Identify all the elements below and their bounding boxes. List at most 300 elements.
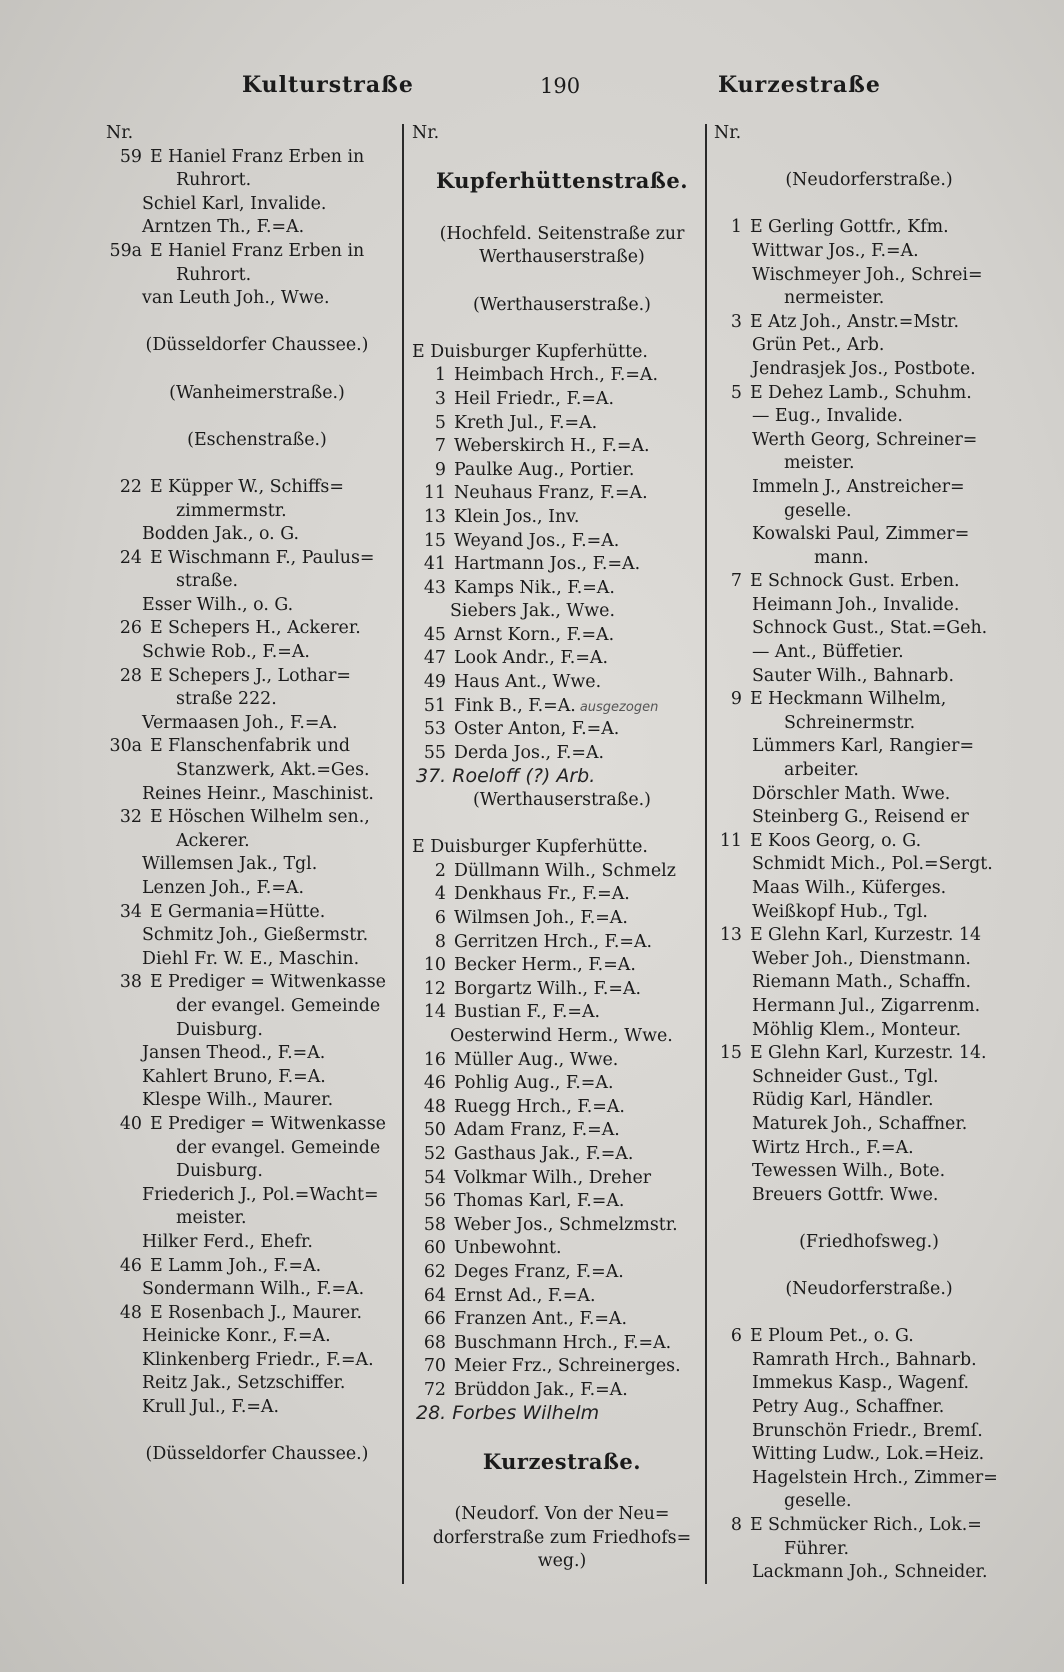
spacer	[714, 146, 1024, 170]
resident-entry	[714, 806, 1024, 830]
street-note	[714, 1231, 1024, 1255]
resident-text: Willemsen Jak., Tgl.	[142, 854, 318, 875]
continuation-text: Schreinermstr.	[784, 712, 916, 733]
street-note	[106, 334, 408, 358]
resident-entry	[714, 1137, 1024, 1161]
resident-text: Weber Joh., Dienstmann.	[752, 948, 971, 969]
entry-text: Wischmann F., Paulus=	[168, 547, 375, 568]
handwritten-text: 28. Forbes Wilhelm	[416, 1402, 600, 1425]
resident-text: Hermann Jul., Zigarrenm.	[752, 995, 981, 1016]
house-number: 40	[119, 1113, 142, 1134]
resident-entry	[714, 1089, 1024, 1113]
street-note-text: (Eschenstraße.)	[187, 429, 327, 450]
resident-entry	[714, 1113, 1024, 1137]
continuation-text: straße 222.	[176, 689, 277, 710]
entry-text: Fink B., F.=A.	[454, 695, 576, 716]
entry-text: Denkhaus Fr., F.=A.	[454, 884, 630, 905]
spacer	[412, 317, 712, 341]
resident-text: Reitz Jak., Setzschiffer.	[142, 1373, 346, 1394]
column-2	[412, 122, 712, 1574]
resident-text: Schnock Gust., Stat.=Geh.	[752, 618, 988, 639]
handwritten-addition	[412, 1402, 712, 1426]
house-number: 7	[730, 571, 742, 592]
resident-entry	[714, 1420, 1024, 1444]
house-number: 49	[423, 672, 446, 693]
street-note-text: (Düsseldorfer Chaussee.)	[145, 335, 369, 356]
owner-marker: E	[750, 1515, 763, 1536]
house-number: 10	[423, 955, 446, 976]
resident-text: — Eug., Invalide.	[752, 406, 903, 427]
house-entry	[714, 688, 1024, 712]
house-entry	[412, 1237, 712, 1261]
house-entry	[714, 1042, 1024, 1066]
resident-entry	[714, 240, 1024, 264]
resident-entry	[714, 1561, 1024, 1585]
house-number: 8	[730, 1515, 742, 1536]
resident-text: Rüdig Karl, Händler.	[752, 1090, 934, 1111]
street-heading-text: Kupferhüttenstraße.	[435, 169, 689, 194]
house-entry	[412, 1072, 712, 1096]
resident-text: Breuers Gottfr. Wwe.	[752, 1184, 939, 1205]
house-entry	[714, 216, 1024, 240]
house-entry	[412, 1119, 712, 1143]
house-number: 34	[119, 901, 142, 922]
resident-text: Klinkenberg Friedr., F.=A.	[142, 1349, 374, 1370]
spacer	[714, 1255, 1024, 1279]
house-number: 15	[719, 1043, 742, 1064]
handwritten-note: ausgezogen	[579, 699, 659, 715]
house-entry	[412, 412, 712, 436]
resident-entry	[714, 264, 1024, 288]
column-3	[714, 122, 1024, 1585]
house-number: 11	[423, 483, 446, 504]
owner-marker: E	[750, 217, 763, 238]
spacer	[714, 1302, 1024, 1326]
entry-text: Heil Friedr., F.=A.	[454, 388, 615, 409]
resident-entry	[106, 1325, 408, 1349]
resident-entry	[714, 358, 1024, 382]
resident-entry	[106, 877, 408, 901]
resident-text: Schmidt Mich., Pol.=Sergt.	[752, 854, 993, 875]
resident-text: Vermaasen Joh., F.=A.	[142, 712, 338, 733]
resident-text: Krull Jul., F.=A.	[142, 1397, 280, 1418]
entry-text: Weyand Jos., F.=A.	[454, 530, 620, 551]
entry-text: Schmücker Rich., Lok.=	[768, 1515, 982, 1536]
resident-text: Grün Pet., Arb.	[752, 335, 885, 356]
street-note-text: (Wanheimerstraße.)	[169, 382, 345, 403]
resident-text: Heinicke Konr., F.=A.	[142, 1326, 331, 1347]
owner-marker: E	[150, 547, 163, 568]
house-number: 2	[434, 860, 446, 881]
resident-text: Kowalski Paul, Zimmer=	[752, 524, 970, 545]
owner-marker: E	[150, 146, 163, 167]
house-entry	[412, 860, 712, 884]
house-entry	[412, 954, 712, 978]
street-note	[714, 169, 1024, 193]
resident-entry	[106, 1089, 408, 1113]
house-number: 53	[423, 719, 446, 740]
house-entry	[714, 311, 1024, 335]
resident-entry	[106, 853, 408, 877]
entry-text: Meier Frz., Schreinerges.	[454, 1356, 681, 1377]
entry-text: Germania=Hütte.	[168, 901, 326, 922]
house-number: 64	[423, 1285, 446, 1306]
spacer	[106, 452, 408, 476]
column-label: Nr.	[714, 123, 742, 143]
resident-text: Lümmers Karl, Rangier=	[752, 736, 975, 757]
house-entry	[714, 1325, 1024, 1349]
street-note	[412, 1527, 712, 1551]
continuation-text: meister.	[176, 1208, 247, 1229]
entry-text: Prediger = Witwenkasse	[168, 1113, 386, 1134]
owner-marker: E	[150, 240, 163, 261]
street-note-text: (Werthauserstraße.)	[473, 790, 651, 811]
resident-entry	[714, 1019, 1024, 1043]
resident-entry	[106, 1184, 408, 1208]
street-note	[714, 1278, 1024, 1302]
resident-text: Hilker Ferd., Ehefr.	[142, 1231, 313, 1252]
owner-marker: E	[750, 925, 763, 946]
house-number: 13	[423, 506, 446, 527]
resident-text: Schwie Rob., F.=A.	[142, 642, 310, 663]
owner-marker: E	[750, 1326, 763, 1347]
resident-text: Reines Heinr., Maschinist.	[142, 783, 374, 804]
resident-text: Maturek Joh., Schaffner.	[752, 1113, 968, 1134]
house-number: 60	[423, 1238, 446, 1259]
house-number: 48	[119, 1302, 142, 1323]
resident-entry	[714, 594, 1024, 618]
street-note	[412, 1503, 712, 1527]
street-note	[412, 294, 712, 318]
house-number: 9	[434, 459, 446, 480]
house-number: 66	[423, 1309, 446, 1330]
continuation-text: Duisburg.	[176, 1019, 263, 1040]
house-entry	[106, 971, 408, 995]
resident-entry	[106, 523, 408, 547]
continuation-line	[106, 169, 408, 193]
entry-text: Weberskirch H., F.=A.	[454, 436, 650, 457]
resident-entry	[714, 1184, 1024, 1208]
house-number: 43	[423, 577, 446, 598]
continuation-line	[106, 1019, 408, 1043]
house-number: 5	[434, 412, 446, 433]
house-entry	[412, 1261, 712, 1285]
house-number: 56	[423, 1191, 446, 1212]
house-number: 47	[423, 648, 446, 669]
house-entry	[412, 553, 712, 577]
entry-text: Kamps Nik., F.=A.	[454, 577, 615, 598]
owner-marker: E	[750, 1043, 763, 1064]
resident-entry	[714, 995, 1024, 1019]
resident-text: Tewessen Wilh., Bote.	[752, 1161, 946, 1182]
street-note-text: (Hochfeld. Seitenstraße zur	[439, 223, 685, 244]
house-number: 12	[423, 978, 446, 999]
continuation-text: geselle.	[784, 1491, 852, 1512]
resident-text: Immekus Kasp., Wagenf.	[752, 1373, 970, 1394]
house-entry	[412, 577, 712, 601]
resident-text: Riemann Math., Schaffn.	[752, 972, 971, 993]
resident-text: Weißkopf Hub., Tgl.	[752, 901, 928, 922]
house-number: 58	[423, 1214, 446, 1235]
resident-entry	[106, 1231, 408, 1255]
house-number: 6	[434, 908, 446, 928]
resident-text: Schmitz Joh., Gießermstr.	[142, 925, 369, 946]
resident-text: van Leuth Joh., Wwe.	[142, 288, 330, 309]
resident-text: Friederich J., Pol.=Wacht=	[142, 1184, 379, 1205]
entry-text: Dehez Lamb., Schuhm.	[768, 382, 972, 403]
continuation-line	[106, 830, 408, 854]
owner-marker: E	[150, 1255, 163, 1276]
house-number: 28	[119, 665, 142, 686]
house-entry	[412, 459, 712, 483]
resident-entry	[714, 1349, 1024, 1373]
header-left-street: Kulturstraße	[242, 72, 414, 98]
entry-text: Thomas Karl, F.=A.	[454, 1191, 625, 1212]
resident-text: Steinberg G., Reisend er	[752, 807, 969, 828]
house-number: 46	[423, 1073, 446, 1094]
spacer	[106, 1420, 408, 1444]
continuation-line	[714, 547, 1024, 571]
street-note	[412, 1550, 712, 1574]
entry-text: Adam Franz, F.=A.	[454, 1120, 620, 1141]
continuation-line	[714, 500, 1024, 524]
resident-entry	[412, 600, 712, 624]
resident-text: Lenzen Joh., F.=A.	[142, 878, 304, 898]
house-entry	[106, 617, 408, 641]
house-entry	[412, 624, 712, 648]
resident-text: Petry Aug., Schaffner.	[752, 1397, 945, 1418]
house-number: 1	[730, 217, 742, 238]
handwritten-text: 37. Roeloff (?) Arb.	[416, 765, 596, 788]
continuation-line	[714, 1490, 1024, 1514]
owner-line	[412, 341, 712, 365]
house-entry	[412, 1379, 712, 1403]
street-note	[106, 429, 408, 453]
entry-text: Prediger = Witwenkasse	[168, 972, 386, 993]
entry-text: Flanschenfabrik und	[168, 736, 350, 757]
resident-text: Möhlig Klem., Monteur.	[752, 1019, 962, 1040]
resident-entry	[106, 1042, 408, 1066]
street-note-text: weg.)	[537, 1551, 587, 1572]
resident-entry	[714, 877, 1024, 901]
continuation-text: der evangel. Gemeinde	[176, 995, 381, 1016]
house-number: 24	[119, 547, 142, 568]
resident-text: Sauter Wilh., Bahnarb.	[752, 665, 954, 686]
resident-text: Dörschler Math. Wwe.	[752, 783, 951, 804]
owner-marker: E	[150, 807, 163, 828]
resident-entry	[714, 1160, 1024, 1184]
house-entry	[412, 1167, 712, 1191]
owner-marker: E	[150, 1113, 163, 1134]
resident-entry	[106, 1372, 408, 1396]
house-number: 30a	[109, 736, 142, 757]
continuation-text: geselle.	[784, 500, 852, 521]
spacer	[412, 146, 712, 170]
resident-entry	[714, 901, 1024, 925]
resident-text: Wittwar Jos., F.=A.	[752, 240, 919, 261]
resident-text: Kahlert Bruno, F.=A.	[142, 1066, 326, 1087]
house-entry	[714, 830, 1024, 854]
house-entry	[412, 1308, 712, 1332]
entry-text: Heckmann Wilhelm,	[768, 689, 947, 710]
house-number: 41	[423, 554, 446, 575]
entry-text: Rosenbach J., Maurer.	[168, 1302, 363, 1323]
entry-text: Ploum Pet., o. G.	[768, 1326, 914, 1347]
house-number: 32	[119, 807, 142, 828]
house-entry	[412, 718, 712, 742]
house-entry	[412, 1049, 712, 1073]
continuation-text: mann.	[814, 547, 869, 568]
entry-text: Düllmann Wilh., Schmelz	[454, 860, 676, 881]
entry-text: Gerling Gottfr., Kfm.	[768, 217, 949, 238]
entry-text: Koos Georg, o. G.	[768, 830, 922, 851]
continuation-text: Ackerer.	[176, 830, 250, 851]
entry-text: Weber Jos., Schmelzmstr.	[454, 1214, 678, 1235]
house-entry	[412, 435, 712, 459]
continuation-line	[106, 570, 408, 594]
house-number: 8	[434, 931, 446, 952]
entry-text: Hartmann Jos., F.=A.	[454, 554, 641, 575]
resident-text: Werth Georg, Schreiner=	[752, 429, 978, 450]
continuation-line	[714, 452, 1024, 476]
street-note-text: (Neudorferstraße.)	[785, 170, 953, 191]
house-entry	[106, 665, 408, 689]
resident-text: Immeln J., Anstreicher=	[752, 476, 965, 497]
continuation-line	[106, 1137, 408, 1161]
owner-line-text: E Duisburger Kupferhütte.	[412, 341, 648, 362]
entry-text: Höschen Wilhelm sen.,	[168, 807, 370, 828]
spacer	[412, 1426, 712, 1450]
resident-entry	[714, 735, 1024, 759]
resident-text: Arntzen Th., F.=A.	[142, 217, 305, 238]
house-entry	[412, 907, 712, 931]
continuation-line	[106, 1160, 408, 1184]
house-number: 62	[423, 1261, 446, 1282]
house-entry	[412, 695, 712, 719]
spacer	[412, 813, 712, 837]
entry-text: Franzen Ant., F.=A.	[454, 1309, 628, 1330]
resident-text: Jendrasjek Jos., Postbote.	[752, 358, 976, 379]
street-note-text: dorferstraße zum Friedhofs=	[432, 1527, 692, 1548]
street-note-text: (Düsseldorfer Chaussee.)	[145, 1444, 369, 1465]
continuation-line	[106, 759, 408, 783]
owner-marker: E	[750, 830, 763, 851]
resident-entry	[714, 476, 1024, 500]
entry-text: Wilmsen Joh., F.=A.	[454, 908, 628, 928]
resident-entry	[714, 1372, 1024, 1396]
owner-marker: E	[150, 901, 163, 922]
page-header	[0, 72, 1064, 112]
resident-text: Jansen Theod., F.=A.	[142, 1043, 326, 1064]
spacer	[714, 1207, 1024, 1231]
resident-text: Siebers Jak., Wwe.	[450, 601, 615, 622]
resident-entry	[106, 1396, 408, 1420]
owner-marker: E	[750, 689, 763, 710]
resident-text: Wirtz Hrch., F.=A.	[752, 1137, 914, 1158]
spacer	[412, 199, 712, 223]
house-entry	[106, 901, 408, 925]
resident-entry	[106, 1066, 408, 1090]
resident-entry	[714, 523, 1024, 547]
resident-text: Klespe Wilh., Maurer.	[142, 1090, 334, 1111]
house-entry	[412, 1096, 712, 1120]
entry-text: Klein Jos., Inv.	[454, 506, 580, 527]
continuation-text: straße.	[176, 571, 239, 592]
entry-text: Oster Anton, F.=A.	[454, 719, 620, 740]
resident-entry	[714, 665, 1024, 689]
resident-entry	[714, 971, 1024, 995]
spacer	[412, 1480, 712, 1504]
street-note-text: (Friedhofsweg.)	[799, 1231, 939, 1252]
resident-entry	[106, 641, 408, 665]
house-entry	[106, 1302, 408, 1326]
house-number: 68	[423, 1332, 446, 1353]
continuation-line	[106, 500, 408, 524]
spacer	[106, 405, 408, 429]
resident-text: Sondermann Wilh., F.=A.	[142, 1279, 365, 1300]
header-right-street: Kurzestraße	[718, 72, 881, 98]
house-number: 48	[423, 1096, 446, 1117]
house-entry	[412, 671, 712, 695]
entry-text: Neuhaus Franz, F.=A.	[454, 483, 648, 504]
house-number: 1	[434, 365, 446, 386]
continuation-line	[714, 759, 1024, 783]
resident-entry	[714, 1066, 1024, 1090]
resident-text: — Ant., Büffetier.	[752, 642, 904, 663]
house-entry	[412, 506, 712, 530]
entry-text: Lamm Joh., F.=A.	[168, 1255, 322, 1276]
house-number: 46	[119, 1255, 142, 1276]
continuation-line	[106, 1207, 408, 1231]
house-entry	[412, 1355, 712, 1379]
house-entry	[106, 1255, 408, 1279]
house-number: 70	[423, 1356, 446, 1377]
house-entry	[412, 1285, 712, 1309]
owner-marker: E	[150, 1302, 163, 1323]
entry-text: Ruegg Hrch., F.=A.	[454, 1096, 625, 1117]
house-number: 55	[423, 742, 446, 763]
resident-text: Oesterwind Herm., Wwe.	[450, 1025, 673, 1046]
house-entry	[714, 924, 1024, 948]
house-entry	[412, 1190, 712, 1214]
house-number: 72	[423, 1379, 446, 1400]
entry-text: Haniel Franz Erben in	[168, 146, 365, 167]
resident-text: Diehl Fr. W. E., Maschin.	[142, 948, 360, 969]
resident-entry	[106, 1278, 408, 1302]
continuation-text: arbeiter.	[784, 760, 859, 781]
resident-text: Bodden Jak., o. G.	[142, 524, 300, 545]
house-entry	[106, 735, 408, 759]
entry-text: Müller Aug., Wwe.	[454, 1049, 619, 1070]
resident-entry	[106, 1349, 408, 1373]
house-number: 14	[423, 1002, 446, 1023]
resident-entry	[714, 1467, 1024, 1491]
entry-text: Heimbach Hrch., F.=A.	[454, 365, 659, 386]
resident-text: Witting Ludw., Lok.=Heiz.	[752, 1444, 985, 1465]
continuation-line	[714, 712, 1024, 736]
resident-entry	[714, 853, 1024, 877]
continuation-line	[106, 264, 408, 288]
continuation-text: der evangel. Gemeinde	[176, 1137, 381, 1158]
house-entry	[412, 742, 712, 766]
house-entry	[412, 1332, 712, 1356]
continuation-text: meister.	[784, 453, 855, 474]
entry-text: Derda Jos., F.=A.	[454, 742, 605, 763]
house-entry	[714, 570, 1024, 594]
house-number: 7	[434, 436, 446, 457]
owner-line	[412, 836, 712, 860]
column-label: Nr.	[106, 123, 134, 143]
